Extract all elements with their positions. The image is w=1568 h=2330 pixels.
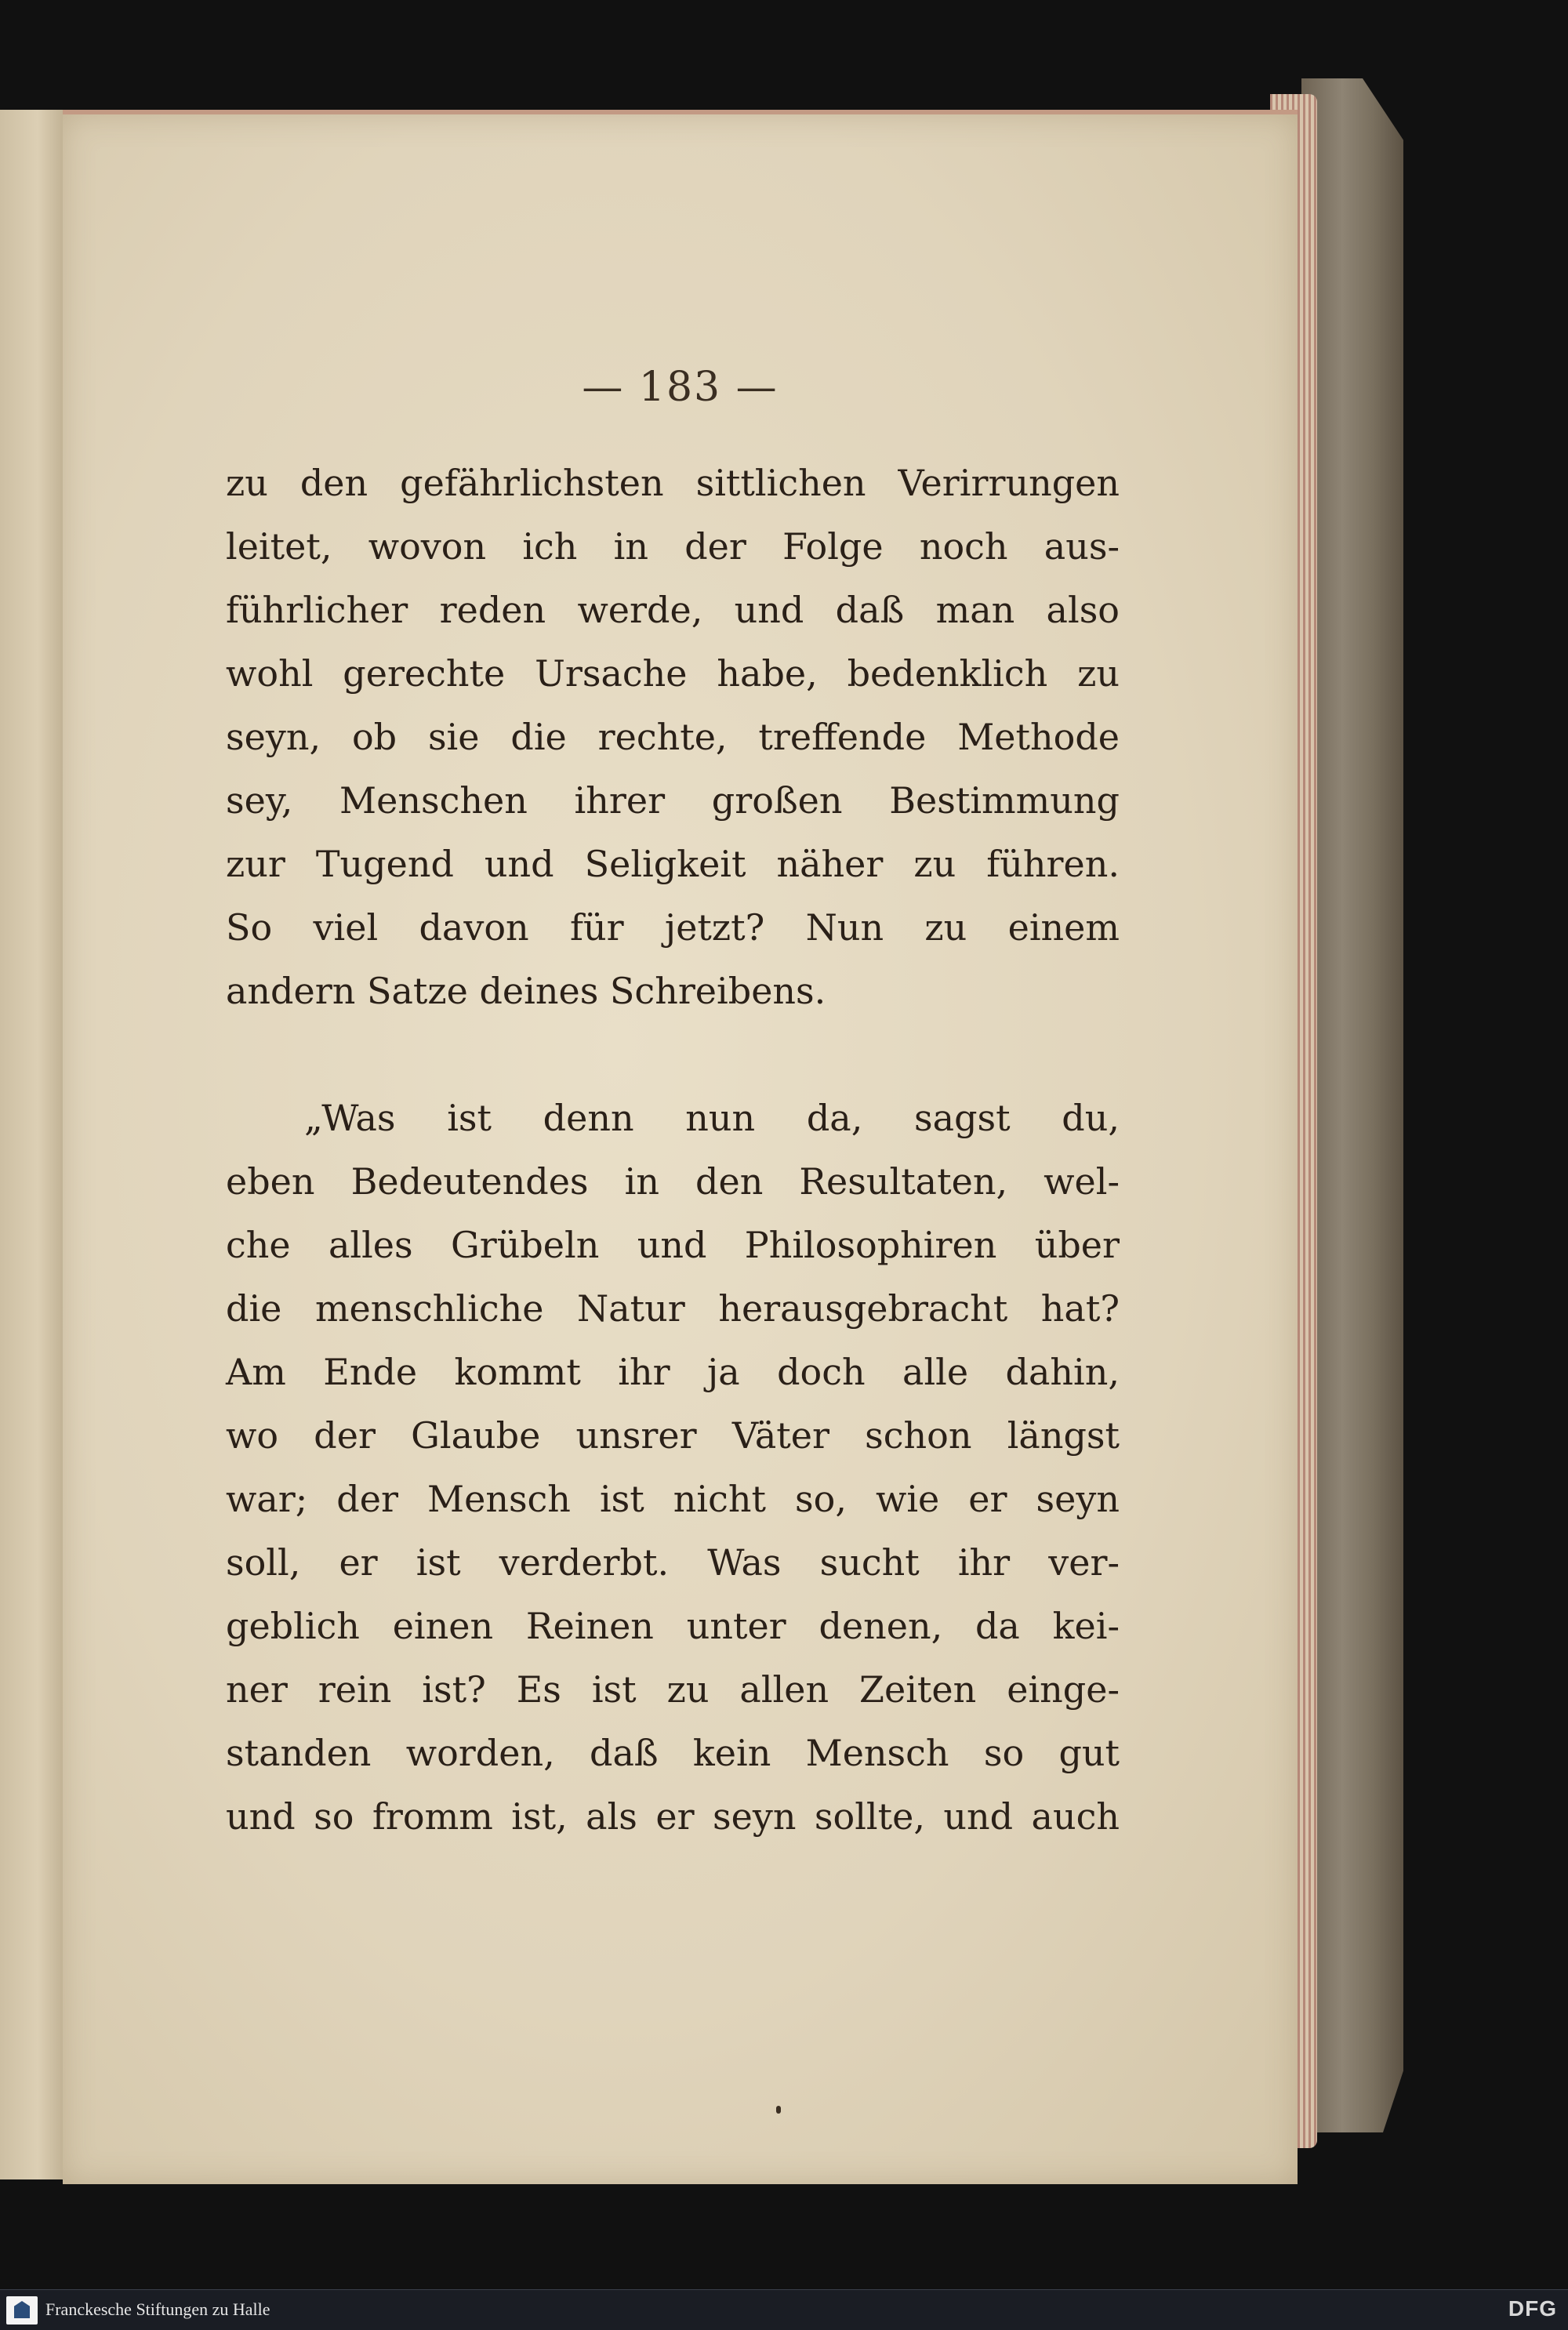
ink-speck [776, 2106, 781, 2114]
paragraph-gap [226, 1023, 1120, 1087]
page-number: — 183 — [582, 364, 779, 411]
left-facing-page [0, 110, 65, 2179]
text-line: soll, er ist verderbt. Was sucht ihr ver- [226, 1541, 1120, 1584]
text-line: zu den gefährlichsten sittlichen Verirrungen [226, 462, 1120, 504]
dfg-logo: DFG [1508, 2296, 1557, 2321]
text-line: sey, Menschen ihrer großen Bestimmung [226, 779, 1120, 822]
book-page [63, 110, 1298, 2184]
viewer-footer [0, 2289, 1568, 2330]
text-line: eben Bedeutendes in den Resultaten, wel- [226, 1160, 1120, 1203]
page-text [226, 452, 1120, 1849]
text-line: „Was ist denn nun da, sagst du, [304, 1097, 1120, 1139]
text-line: leitet, wovon ich in der Folge noch aus- [226, 525, 1120, 568]
text-line: seyn, ob sie die rechte, treffende Methode [226, 716, 1120, 758]
text-line: So viel davon für jetzt? Nun zu einem [226, 906, 1120, 949]
text-line: war; der Mensch ist nicht so, wie er seyn [226, 1478, 1120, 1520]
text-line: die menschliche Natur herausgebracht hat? [226, 1287, 1120, 1330]
text-line: geblich einen Reinen unter denen, da kei- [226, 1605, 1120, 1647]
text-line: führlicher reden werde, und daß man also [226, 589, 1120, 631]
text-line: zur Tugend und Seligkeit näher zu führen. [226, 843, 1120, 885]
text-line: Am Ende kommt ihr ja doch alle dahin, [226, 1351, 1120, 1393]
text-line: andern Satze deines Schreibens. [226, 970, 826, 1012]
institution-label: Franckesche Stiftungen zu Halle [45, 2299, 270, 2319]
text-line: standen worden, daß kein Mensch so gut [226, 1732, 1120, 1774]
text-line: und so fromm ist, als er seyn sollte, und auch [226, 1795, 1120, 1838]
foundation-emblem-icon [6, 2296, 38, 2325]
text-line: wohl gerechte Ursache habe, bedenklich zu [226, 652, 1120, 695]
text-line: che alles Grübeln und Philosophiren über [226, 1224, 1120, 1266]
text-line: wo der Glaube unsrer Väter schon längst [226, 1414, 1120, 1457]
text-line: ner rein ist? Es ist zu allen Zeiten einge- [226, 1668, 1120, 1711]
